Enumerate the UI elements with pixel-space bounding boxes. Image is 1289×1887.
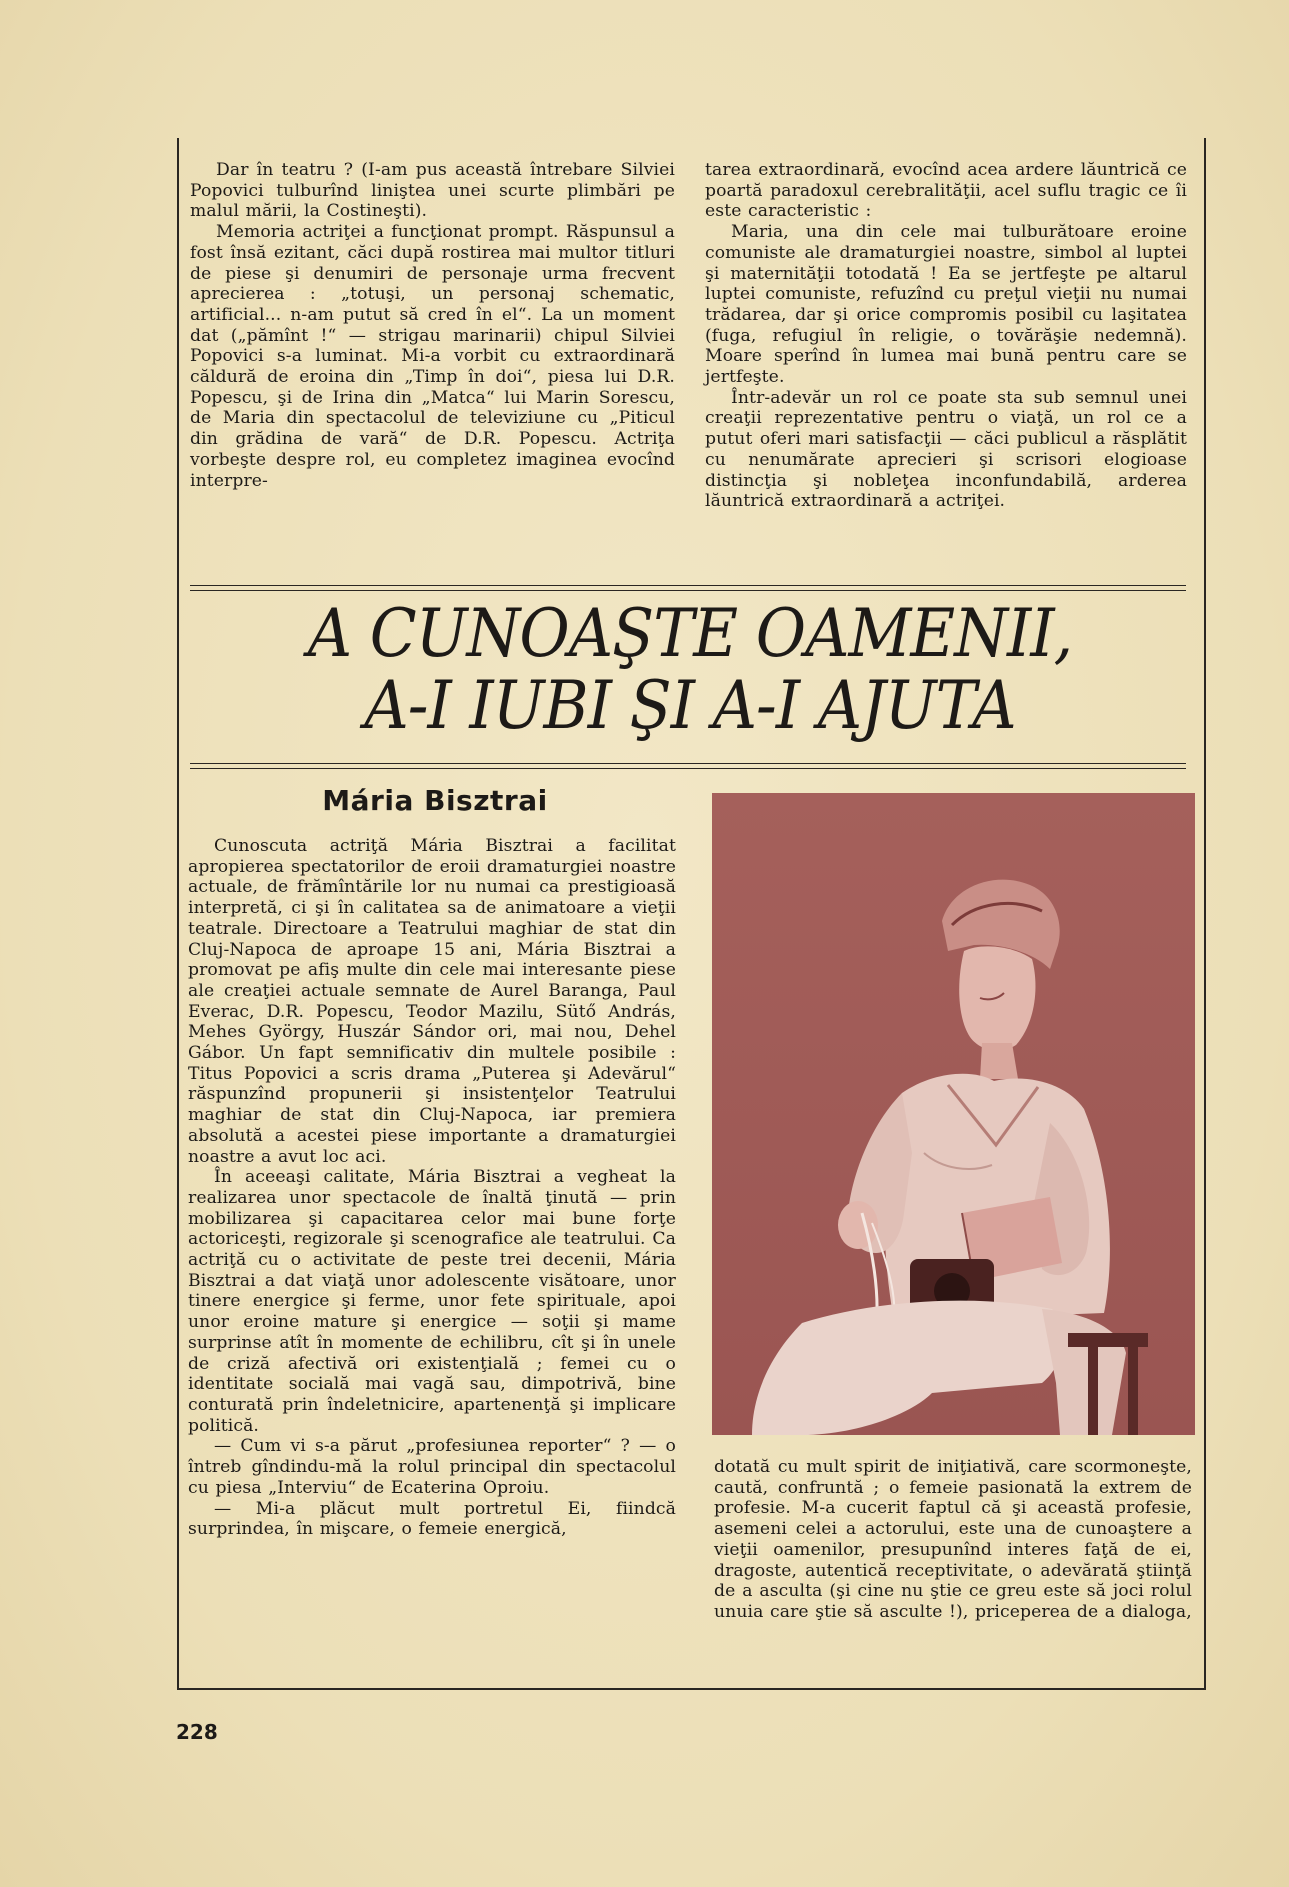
paragraph: — Cum vi s-a părut „profesiunea reporter“ ? — o întreb gîndindu-mă la rolul principal din spectacolul cu piesa „Interviu“ de Ecaterina Oproiu. [188, 1436, 676, 1498]
top-left-column [190, 160, 675, 491]
headline-top-rule-thin [190, 590, 1186, 591]
headline-bottom-rule [190, 763, 1186, 764]
headline [225, 595, 1155, 744]
headline-line-2: A-I IUBI ŞI A-I AJUTA [364, 667, 1016, 744]
paragraph: Memoria actriţei a funcţionat prompt. Răspunsul a fost însă ezitant, căci după rostirea mai multor titluri de piese şi denumiri de personaje urma frecvent aprecierea : „totuşi, un personaj schematic, artificial... n-am putut să cred în el“. La un moment dat („pămînt !“ — strigau marinarii) chipul Silviei Popovici s-a luminat. Mi-a vorbit cu extraordinară căldură de eroina din „Timp în doi“, piesa lui D.R. Popescu, şi de Irina din „Matca“ lui Marin Sorescu, de Maria din spectacolul de televiziune cu „Piticul din grădina de vară“ de D.R. Popescu. Actriţa vorbeşte despre rol, eu completez imaginea evocînd interpre- [190, 222, 675, 491]
headline-line-1: A CUNOAŞTE OAMENII, [307, 595, 1073, 672]
portrait-photo [712, 793, 1195, 1435]
top-right-column [705, 160, 1187, 512]
paragraph: Într-adevăr un rol ce poate sta sub semnul unei creaţii reprezentative pentru o viaţă, un rol ce a putut oferi mari satisfacţii — căci publicul a răsplătit cu nenumărate aprecieri şi scrisori elogioase distincţia şi nobleţea inconfundabilă, arderea lăuntrică extraordinară a actriţei. [705, 387, 1187, 512]
bottom-left-column [188, 836, 676, 1540]
paragraph: Maria, una din cele mai tulburătoare eroine comuniste ale dramaturgiei noastre, simbol al luptei şi maternităţii totodată ! Ea se jertfeşte pe altarul luptei comuniste, refuzînd cu preţul vieţii nu numai trădarea, dar şi orice compromis posibil cu laşitatea (fuga, refugiul în religie, o tovărăşie nedemnă). Moare sperînd în lumea mai bună pentru care se jertfeşte. [705, 222, 1187, 388]
headline-bottom-rule-thin [190, 768, 1186, 769]
paragraph: Dar în teatru ? (I-am pus această întrebare Silviei Popovici tulburînd liniştea unei scurte plimbări pe malul mării, la Costineşti). [190, 160, 675, 222]
paragraph: — Mi-a plăcut mult portretul Ei, fiindcă surprindea, în mişcare, o femeie energică, [188, 1498, 676, 1540]
paragraph: Cunoscuta actriţă Mária Bisztrai a facilitat apropierea spectatorilor de eroii dramaturgiei noastre actuale, de frămîntările lor nu numai ca prestigioasă interpretă, ci şi în calitatea sa de animatoare a vieţii teatrale. Directoare a Teatrului maghiar de stat din Cluj-Napoca de aproape 15 ani, Mária Bisztrai a promovat pe afiş multe din cele mai interesante piese ale creaţiei actuale semnate de Aurel Baranga, Paul Everac, D.R. Popescu, Teodor Mazilu, Sütő András, Mehes György, Huszár Sándor ori, mai nou, Dehel Gábor. Un fapt semnificativ din multele posibile : Titus Popovici a scris drama „Puterea şi Adevărul“ răspunzînd propunerii şi insistenţelor Teatrului maghiar de stat din Cluj-Napoca, iar premiera absolută a acestei piese importante a dramaturgiei noastre a avut loc aci. [188, 836, 676, 1167]
portrait-illustration [712, 793, 1195, 1435]
byline: Mária Bisztrai [322, 784, 548, 817]
bottom-right-column [714, 1457, 1192, 1623]
headline-top-rule [190, 585, 1186, 586]
paragraph: dotată cu mult spirit de iniţiativă, care scormoneşte, caută, confruntă ; o femeie pasionată la extrem de profesie. M-a cucerit faptul că şi această profesie, asemeni celei a actorului, este una de cunoaştere a vieţii oamenilor, presupunînd interes faţă de ei, dragoste, autentică receptivitate, o adevărată ştiinţă de a asculta (şi cine nu ştie ce greu este să joci rolul unuia care ştie să asculte !), priceperea de a dialoga, [714, 1457, 1192, 1622]
page-number: 228 [176, 1720, 218, 1744]
paragraph: tarea extraordinară, evocînd acea ardere lăuntrică ce poartă paradoxul cerebralităţii, acel suflu tragic ce îi este caracteristic : [705, 160, 1187, 222]
paragraph: În aceeaşi calitate, Mária Bisztrai a vegheat la realizarea unor spectacole de înaltă ţinută — prin mobilizarea şi capacitarea celor mai bune forţe actoriceşti, regizorale şi scenografice ale teatrului. Ca actriţă cu o activitate de peste trei decenii, Mária Bisztrai a dat viaţă unor adolescente visătoare, unor tinere energice şi ferme, unor fete spirituale, apoi unor eroine mature şi energice — soţii şi mame surprinse atît în momente de echilibru, cît şi în unele de criză afectivă ori existenţială ; femei cu o identitate socială mai vagă sau, dimpotrivă, bine conturată prin îndeletnicire, apartenenţă şi implicare politică. [188, 1167, 676, 1436]
